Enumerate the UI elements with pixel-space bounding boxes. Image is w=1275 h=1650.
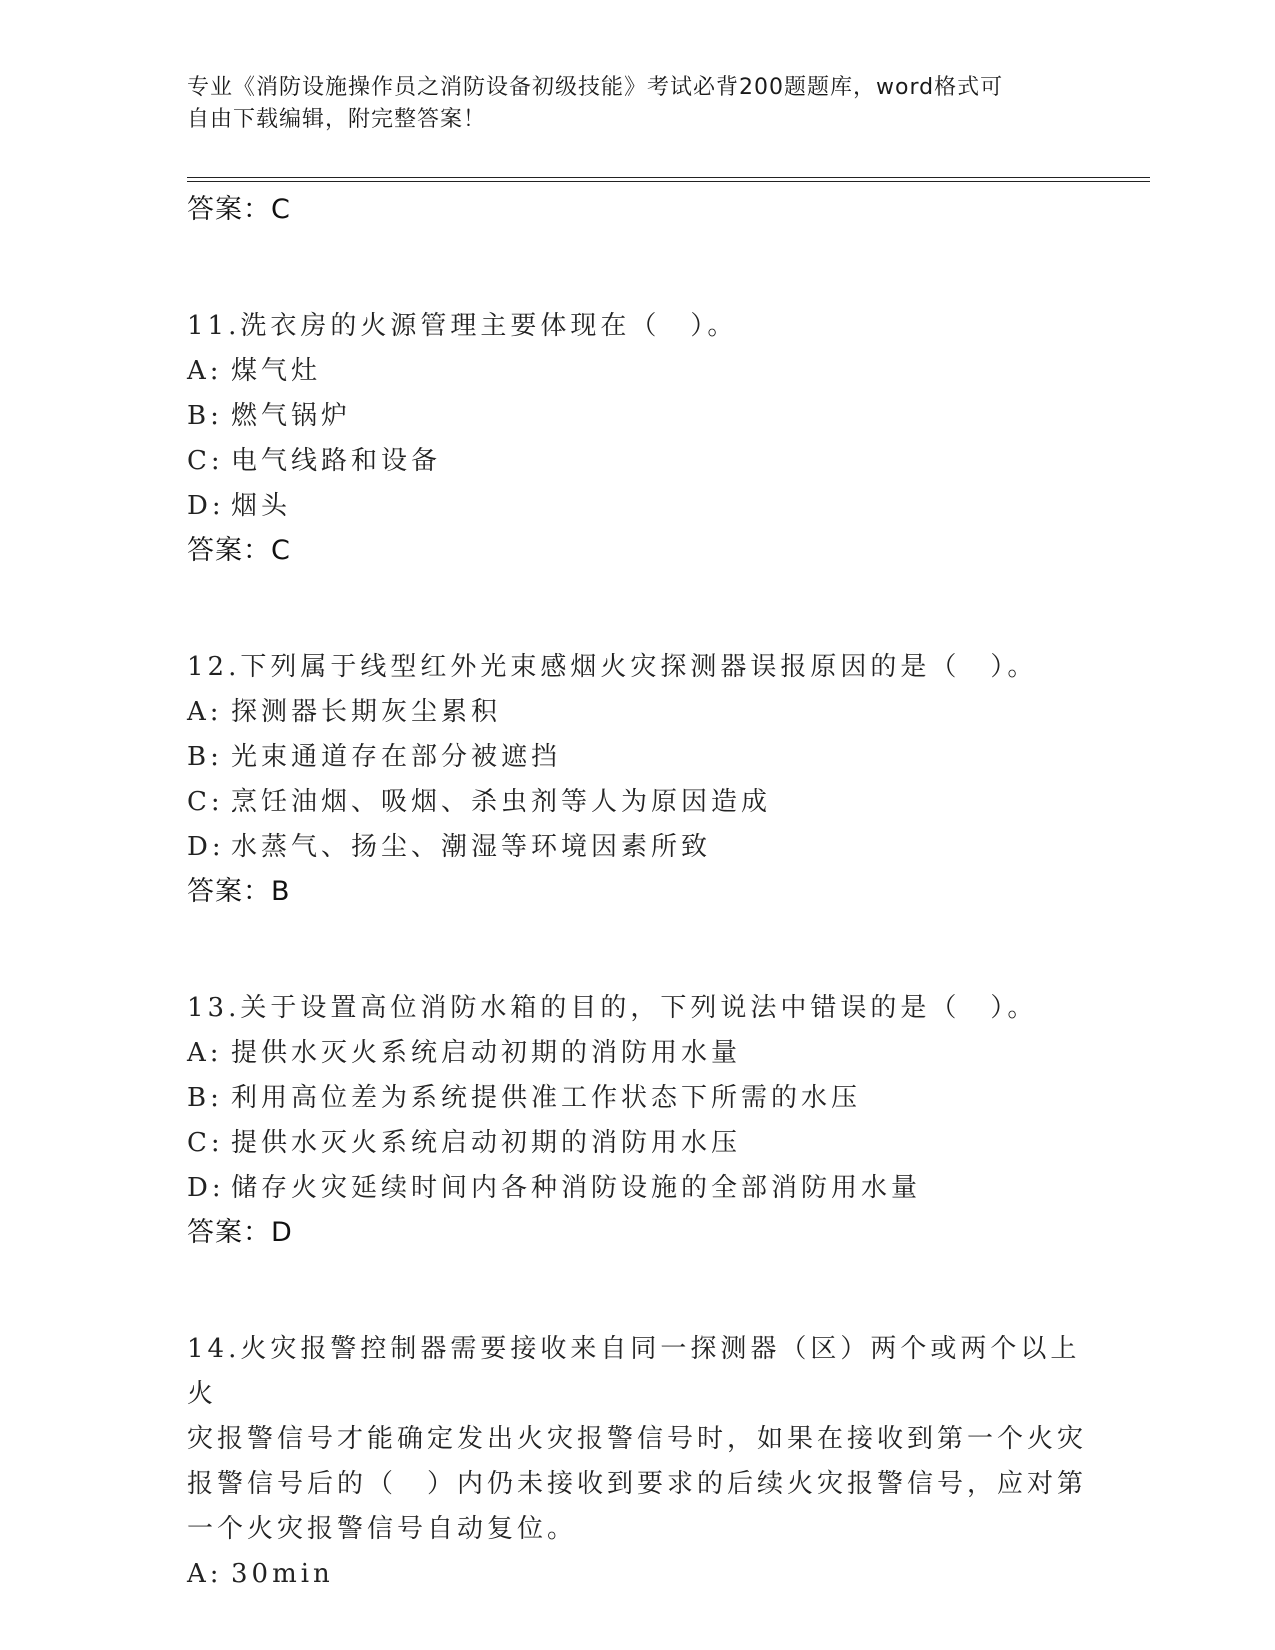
question-text: 13.关于设置高位消防水箱的目的，下列说法中错误的是（ ）。: [187, 993, 1038, 1023]
question-list: [187, 188, 1087, 1597]
question-text-line: 灾报警信号才能确定发出火灾报警信号时，如果在接收到第一个火灾: [187, 1424, 1088, 1454]
question-spacer: [187, 232, 1087, 304]
option-c: [187, 1121, 1087, 1166]
option-text: 烟头: [231, 491, 292, 521]
option-letter: B:: [187, 1083, 223, 1113]
option-letter: A:: [187, 1038, 223, 1068]
option-text: 利用高位差为系统提供准工作状态下所需的水压: [231, 1083, 862, 1113]
option-b: [187, 735, 1087, 780]
question-13: [187, 986, 1087, 1255]
option-text: 水蒸气、扬尘、潮湿等环境因素所致: [231, 832, 712, 862]
header-rule-top: [187, 177, 1150, 178]
header-line-2: 自由下载编辑，附完整答案！: [187, 107, 487, 132]
option-b: [187, 394, 1087, 439]
option-a: [187, 1031, 1087, 1076]
option-c: [187, 439, 1087, 484]
option-a: [187, 690, 1087, 735]
question-text: 11.洗衣房的火源管理主要体现在（ ）。: [187, 311, 738, 341]
option-d: [187, 1166, 1087, 1211]
question-text: 12.下列属于线型红外光束感烟火灾探测器误报原因的是（ ）。: [187, 652, 1038, 682]
option-letter: A:: [187, 697, 223, 727]
option-letter: D:: [187, 1173, 225, 1203]
option-text: 燃气锅炉: [231, 401, 352, 431]
option-letter: B:: [187, 742, 223, 772]
option-d: [187, 484, 1087, 529]
document-header: [187, 72, 1067, 136]
question-spacer: [187, 1255, 1087, 1327]
option-text: 煤气灶: [231, 356, 322, 386]
option-text: 提供水灭火系统启动初期的消防用水量: [231, 1038, 742, 1068]
option-a: [187, 349, 1087, 394]
header-line-1: 专业《消防设施操作员之消防设备初级技能》考试必背200题题库，word格式可: [187, 75, 1004, 100]
option-b: [187, 1076, 1087, 1121]
question-11: [187, 304, 1087, 573]
option-letter: D:: [187, 491, 225, 521]
option-text: 储存火灾延续时间内各种消防设施的全部消防用水量: [231, 1173, 922, 1203]
answer: 答案：D: [187, 1217, 293, 1248]
question-14: [187, 1327, 1087, 1597]
option-letter: C:: [187, 446, 224, 476]
header-rule-bottom: [187, 181, 1150, 182]
question-text-line: 报警信号后的（ ）内仍未接收到要求的后续火灾报警信号，应对第: [187, 1469, 1088, 1499]
answer: 答案：B: [187, 876, 291, 907]
option-letter: A:: [187, 356, 223, 386]
answer: 答案：C: [187, 535, 291, 566]
previous-answer: 答案：C: [187, 194, 291, 225]
question-spacer: [187, 573, 1087, 645]
option-text: 提供水灭火系统启动初期的消防用水压: [231, 1128, 742, 1158]
option-letter: D:: [187, 832, 225, 862]
question-12: [187, 645, 1087, 914]
question-text-line: 14.火灾报警控制器需要接收来自同一探测器（区）两个或两个以上火: [187, 1334, 1081, 1409]
option-letter: C:: [187, 1128, 224, 1158]
option-letter: B:: [187, 401, 223, 431]
option-letter: A:: [187, 1559, 223, 1589]
option-text: 30min: [231, 1559, 334, 1589]
option-d: [187, 825, 1087, 870]
option-text: 光束通道存在部分被遮挡: [231, 742, 562, 772]
option-text: 电气线路和设备: [231, 446, 442, 476]
option-c: [187, 780, 1087, 825]
option-letter: C:: [187, 787, 224, 817]
option-a: [187, 1552, 1087, 1597]
option-text: 烹饪油烟、吸烟、杀虫剂等人为原因造成: [231, 787, 772, 817]
question-spacer: [187, 914, 1087, 986]
question-text-line: 一个火灾报警信号自动复位。: [187, 1514, 578, 1544]
option-text: 探测器长期灰尘累积: [231, 697, 502, 727]
